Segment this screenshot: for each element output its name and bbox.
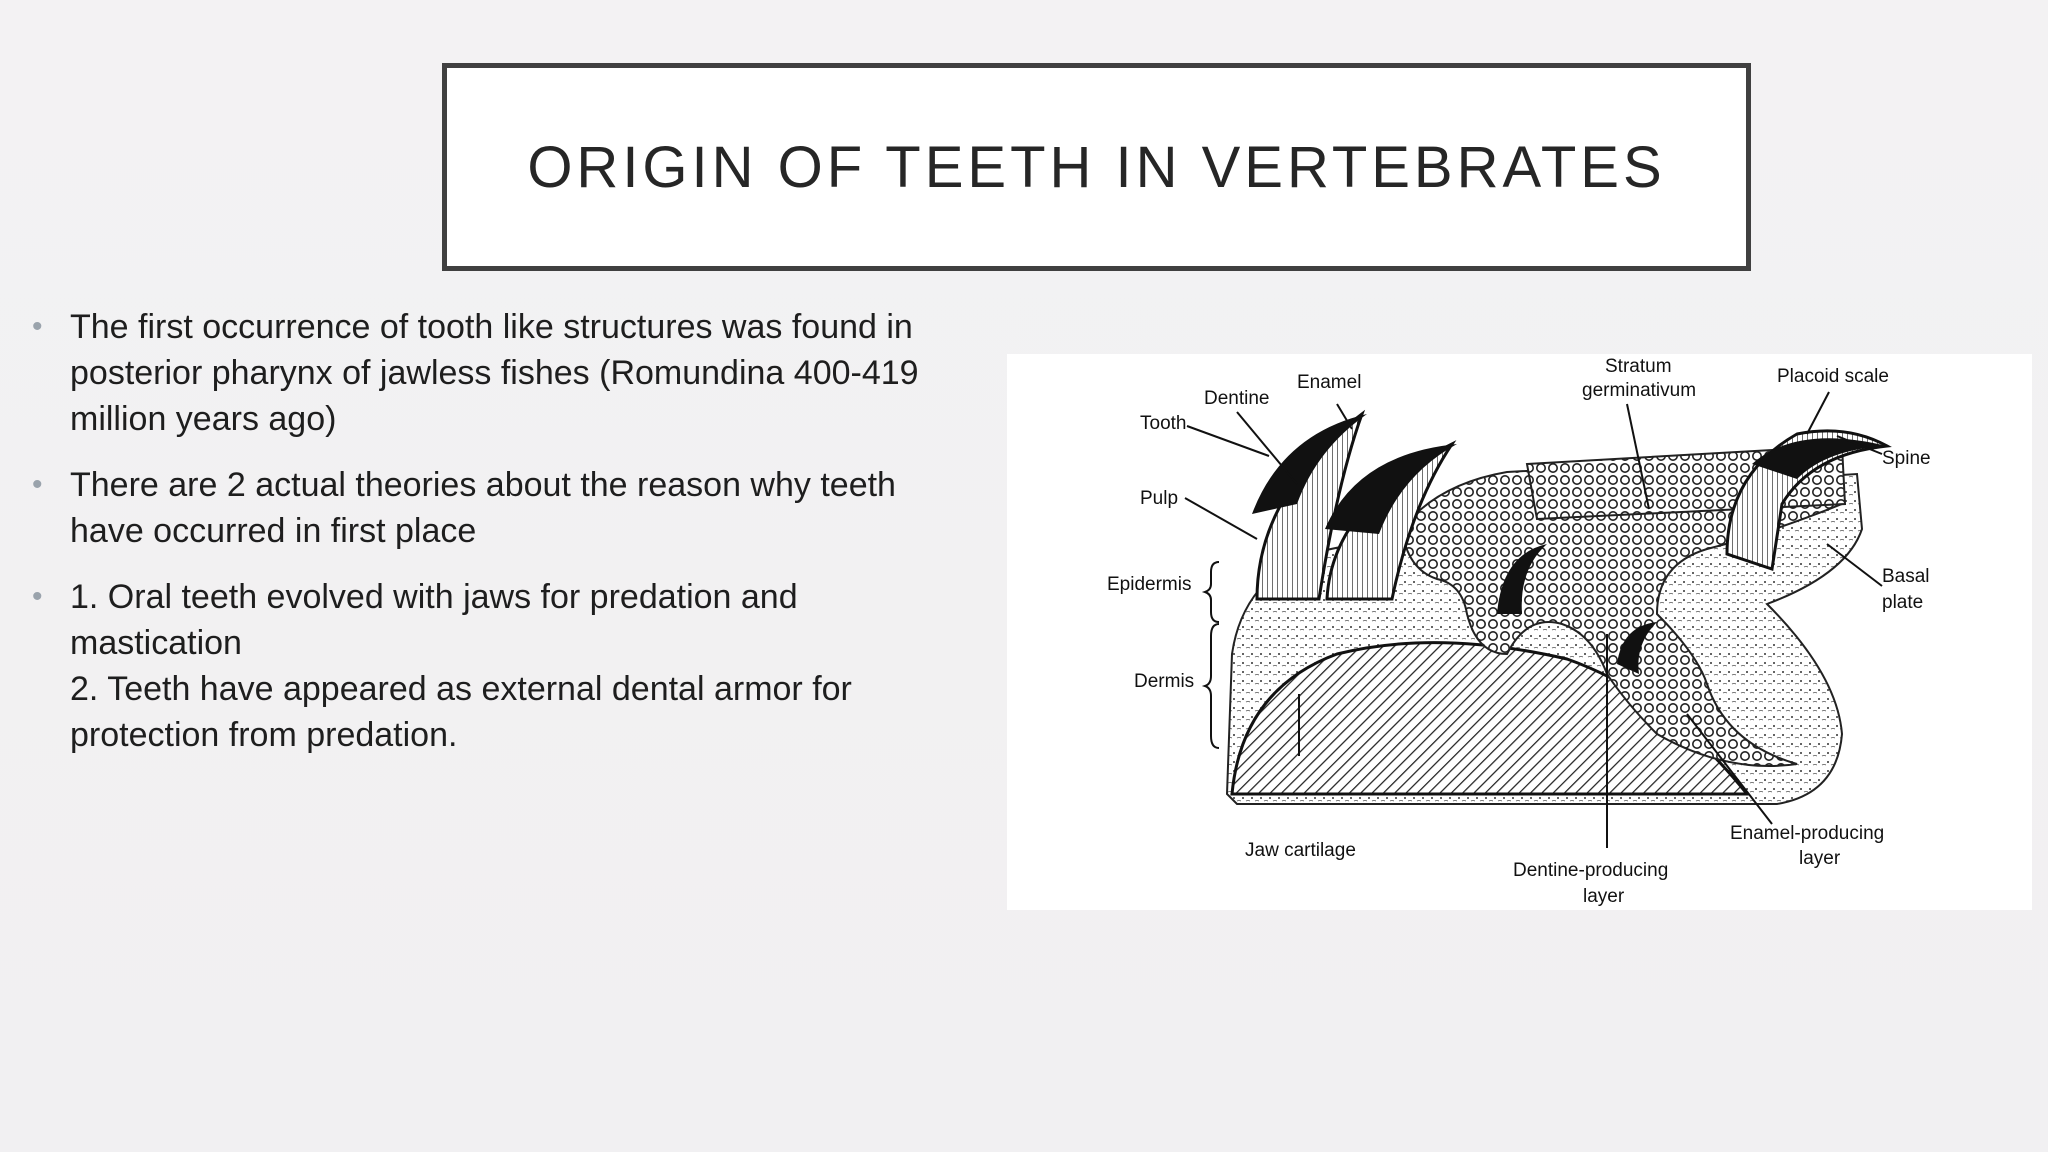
label-dermis: Dermis — [1134, 671, 1195, 692]
label-plate: plate — [1882, 592, 1924, 613]
bullet-line: million years ago) — [70, 400, 337, 438]
label-jaw-cartilage: Jaw cartilage — [1245, 840, 1356, 861]
label-enamel: Enamel — [1297, 372, 1362, 393]
label-epidermis: Epidermis — [1107, 574, 1192, 595]
bullet-line: protection from predation. — [70, 716, 458, 754]
epidermis-bracket — [1205, 562, 1219, 622]
label-enamel-producing: Enamel-producing — [1730, 823, 1885, 844]
label-pulp: Pulp — [1140, 488, 1179, 509]
bullet-line: The first occurrence of tooth like structures was found in — [70, 308, 913, 346]
label-tooth: Tooth — [1140, 413, 1187, 434]
label-enamel-producing-layer: layer — [1799, 848, 1841, 869]
label-stratum: Stratum — [1605, 356, 1672, 377]
label-spine: Spine — [1882, 448, 1931, 469]
bullet-item — [28, 462, 988, 554]
diagram-svg — [1007, 354, 2032, 910]
label-dentine: Dentine — [1204, 388, 1270, 409]
label-dentine-producing-layer: layer — [1583, 886, 1625, 907]
bullet-line: There are 2 actual theories about the reason why teeth — [70, 466, 896, 504]
label-dentine-producing: Dentine-producing — [1513, 860, 1669, 881]
bullet-list — [28, 304, 988, 778]
bullet-dot-icon: • — [32, 468, 43, 501]
label-basal: Basal — [1882, 566, 1930, 587]
tooth-origin-diagram — [1007, 354, 2032, 910]
bullet-line: have occurred in first place — [70, 512, 477, 550]
bullet-line: posterior pharynx of jawless fishes (Romundina 400-419 — [70, 354, 919, 392]
bullet-line: mastication — [70, 624, 242, 662]
label-germinativum: germinativum — [1582, 380, 1697, 401]
bullet-dot-icon: • — [32, 310, 43, 343]
bullet-item — [28, 304, 988, 442]
bullet-dot-icon: • — [32, 580, 43, 613]
label-placoid-scale: Placoid scale — [1777, 366, 1889, 387]
slide-title: ORIGIN OF TEETH IN VERTEBRATES — [527, 134, 1666, 200]
dermis-bracket — [1205, 624, 1219, 748]
bullet-line: 1. Oral teeth evolved with jaws for predation and — [70, 578, 798, 616]
bullet-item — [28, 574, 988, 758]
title-box — [442, 63, 1751, 271]
bullet-line: 2. Teeth have appeared as external dental armor for — [70, 670, 852, 708]
